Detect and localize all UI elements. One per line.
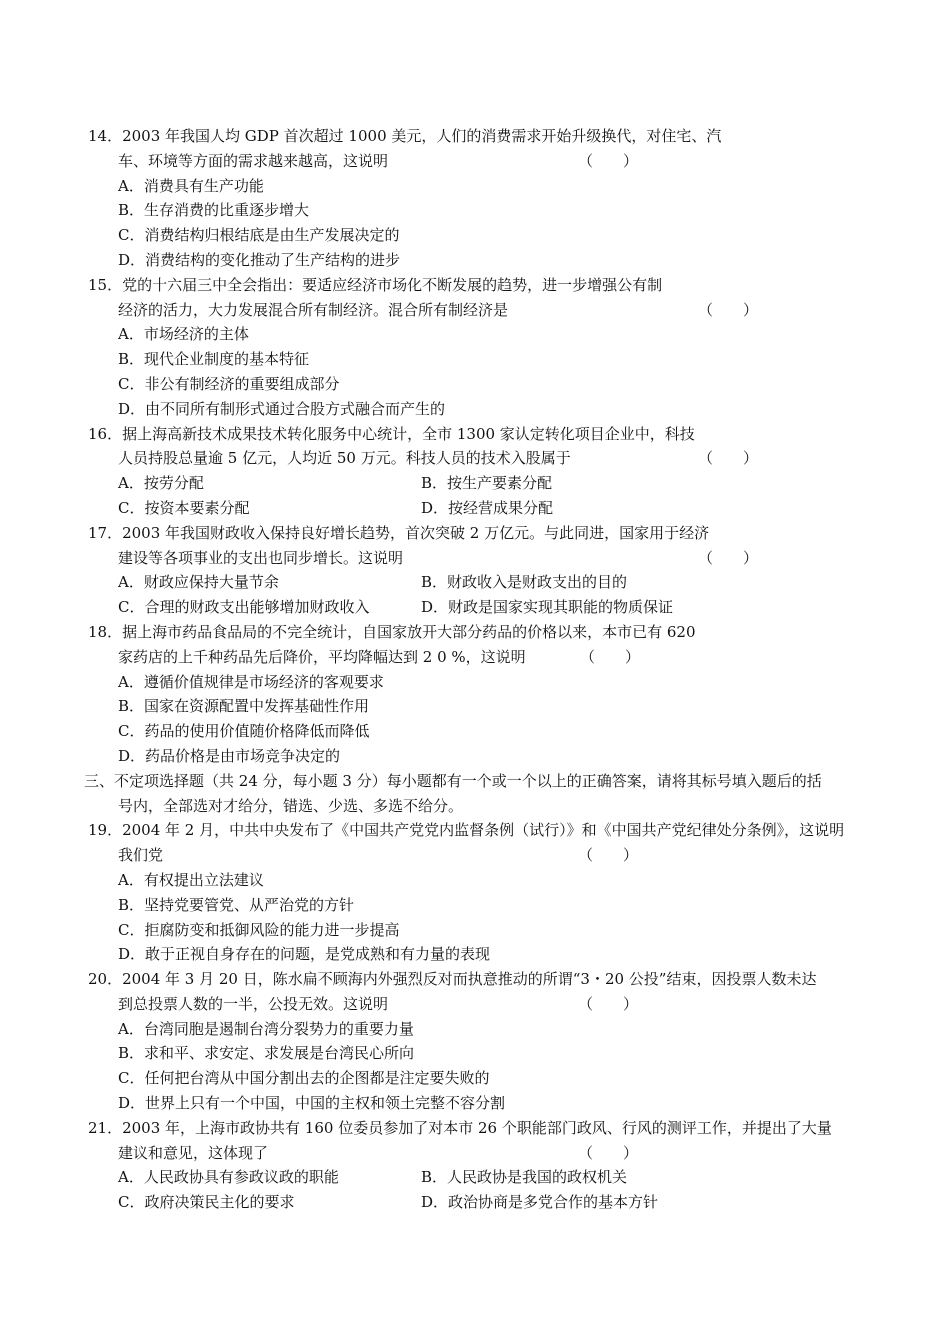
- answer-blank: （ ）: [698, 300, 759, 319]
- option-c: C．任何把台湾从中国分割出去的企图都是注定要失败的: [118, 1069, 490, 1088]
- option-row: [88, 496, 868, 521]
- option-a: A．遵循价值规律是市场经济的客观要求: [118, 672, 384, 691]
- question-stem-line: 经济的活力，大力发展混合所有制经济。混合所有制经济是 （ ）: [88, 298, 868, 323]
- option-b: B．生存消费的比重逐步增大: [118, 201, 310, 220]
- option-c: C．药品的使用价值随价格降低而降低: [118, 722, 370, 741]
- option-a: A．人民政协具有参政议政的职能: [118, 1168, 339, 1187]
- option-b: B．现代企业制度的基本特征: [118, 350, 310, 369]
- option-row: [88, 570, 868, 595]
- option-b: B．按生产要素分配: [421, 474, 553, 493]
- option-d: D．世界上只有一个中国，中国的主权和领土完整不容分割: [118, 1094, 506, 1113]
- question-21: [88, 1116, 868, 1215]
- question-stem-line: 14．2003 年我国人均 GDP 首次超过 1000 美元，人们的消费需求开始升级换代，对住宅、汽: [88, 127, 722, 145]
- question-stem-line: 19．2004 年 2 月，中共中央发布了《中国共产党党内监督条例（试行）》和《中国共产党纪律处分条例》，这说明: [88, 821, 845, 840]
- question-20: [88, 967, 868, 1116]
- answer-blank: （ ）: [698, 548, 759, 567]
- question-stem-line: 我们党 （ ）: [88, 843, 868, 868]
- option-a: A．按劳分配: [118, 474, 204, 493]
- question-stem-line: 建议和意见，这体现了 （ ）: [88, 1141, 868, 1166]
- question-stem-line: 到总投票人数的一半，公投无效。这说明 （ ）: [88, 992, 868, 1017]
- option-c: C．拒腐防变和抵御风险的能力进一步提高: [118, 920, 400, 939]
- option-c: C．非公有制经济的重要组成部分: [118, 374, 340, 393]
- question-stem-line: 建设等各项事业的支出也同步增长。这说明 （ ）: [88, 546, 868, 571]
- option-d: D．政治协商是多党合作的基本方针: [421, 1193, 659, 1212]
- option-d: D．按经营成果分配: [421, 498, 554, 517]
- option-a: A．有权提出立法建议: [118, 870, 264, 889]
- option-row: [88, 595, 868, 620]
- section-heading-line: 号内，全部选对才给分，错选、少选、多选不给分。: [118, 796, 464, 815]
- option-b: B．国家在资源配置中发挥基础性作用: [118, 697, 370, 716]
- section-3-heading: [84, 769, 868, 819]
- question-stem-line: 人员持股总量逾 5 亿元，人均近 50 万元。科技人员的技术入股属于 （ ）: [88, 446, 868, 471]
- question-stem-line: 家药店的上千种药品先后降价，平均降幅达到 2 0 %，这说明 （ ）: [88, 645, 868, 670]
- option-row: [88, 1165, 868, 1190]
- option-b: B．坚持党要管党、从严治党的方针: [118, 895, 355, 914]
- question-17: [88, 521, 868, 620]
- section-heading-line: 三、不定项选择题（共 24 分，每小题 3 分）每小题都有一个或一个以上的正确答案，请将其标号填入题后的括: [84, 771, 822, 790]
- option-b: B．人民政协是我国的政权机关: [421, 1168, 628, 1187]
- option-d: D．药品价格是由市场竞争决定的: [118, 746, 341, 765]
- option-a: A．市场经济的主体: [118, 325, 249, 344]
- option-d: D．财政是国家实现其职能的物质保证: [421, 598, 674, 617]
- option-a: A．消费具有生产功能: [118, 176, 264, 195]
- option-b: B．求和平、求安定、求发展是台湾民心所向: [118, 1044, 415, 1063]
- question-stem-line: 18．据上海市药品食品局的不完全统计，自国家放开大部分药品的价格以来，本市已有 620: [88, 622, 696, 641]
- option-b: B．财政收入是财政支出的目的: [421, 573, 628, 592]
- option-c: C．政府决策民主化的要求: [118, 1193, 295, 1212]
- question-stem-line: 车、环境等方面的需求越来越高，这说明 （ ）: [88, 149, 868, 174]
- answer-blank: （ ）: [578, 1143, 639, 1162]
- option-row: [88, 1190, 868, 1215]
- question-stem-line: 17．2003 年我国财政收入保持良好增长趋势，首次突破 2 万亿元。与此同进，国家用于经济: [88, 523, 710, 542]
- answer-blank: （ ）: [578, 846, 639, 865]
- option-c: C．合理的财政支出能够增加财政收入: [118, 598, 370, 617]
- question-14: [88, 124, 868, 273]
- question-stem-line: 20．2004 年 3 月 20 日，陈水扁不顾海内外强烈反对而执意推动的所谓“3・20 公投”结束，因投票人数未达: [88, 970, 817, 989]
- question-stem-line: 15．党的十六届三中全会指出：要适应经济市场化不断发展的趋势，进一步增强公有制: [88, 275, 663, 294]
- question-19: [88, 818, 868, 967]
- question-stem-line: 21．2003 年，上海市政协共有 160 位委员参加了对本市 26 个职能部门政风、行风的测评工作，并提出了大量: [88, 1118, 832, 1137]
- question-15: [88, 273, 868, 422]
- option-d: D．敢于正视自身存在的问题，是党成熟和有力量的表现: [118, 945, 491, 964]
- answer-blank: （ ）: [578, 151, 639, 170]
- answer-blank: （ ）: [698, 449, 759, 468]
- question-16: [88, 422, 868, 521]
- option-d: D．消费结构的变化推动了生产结构的进步: [118, 250, 401, 269]
- answer-blank: （ ）: [578, 994, 639, 1013]
- option-a: A．台湾同胞是遏制台湾分裂势力的重要力量: [118, 1019, 414, 1038]
- option-c: C．按资本要素分配: [118, 498, 250, 517]
- exam-content: [84, 124, 868, 1215]
- option-a: A．财政应保持大量节余: [118, 573, 279, 592]
- option-row: [88, 471, 868, 496]
- question-stem-line: 16．据上海高新技术成果技术转化服务中心统计，全市 1300 家认定转化项目企业中，科技: [88, 424, 695, 443]
- answer-blank: （ ）: [580, 647, 641, 666]
- question-18: [88, 620, 868, 769]
- option-c: C．消费结构归根结底是由生产发展决定的: [118, 226, 400, 245]
- option-d: D．由不同所有制形式通过合股方式融合而产生的: [118, 399, 446, 418]
